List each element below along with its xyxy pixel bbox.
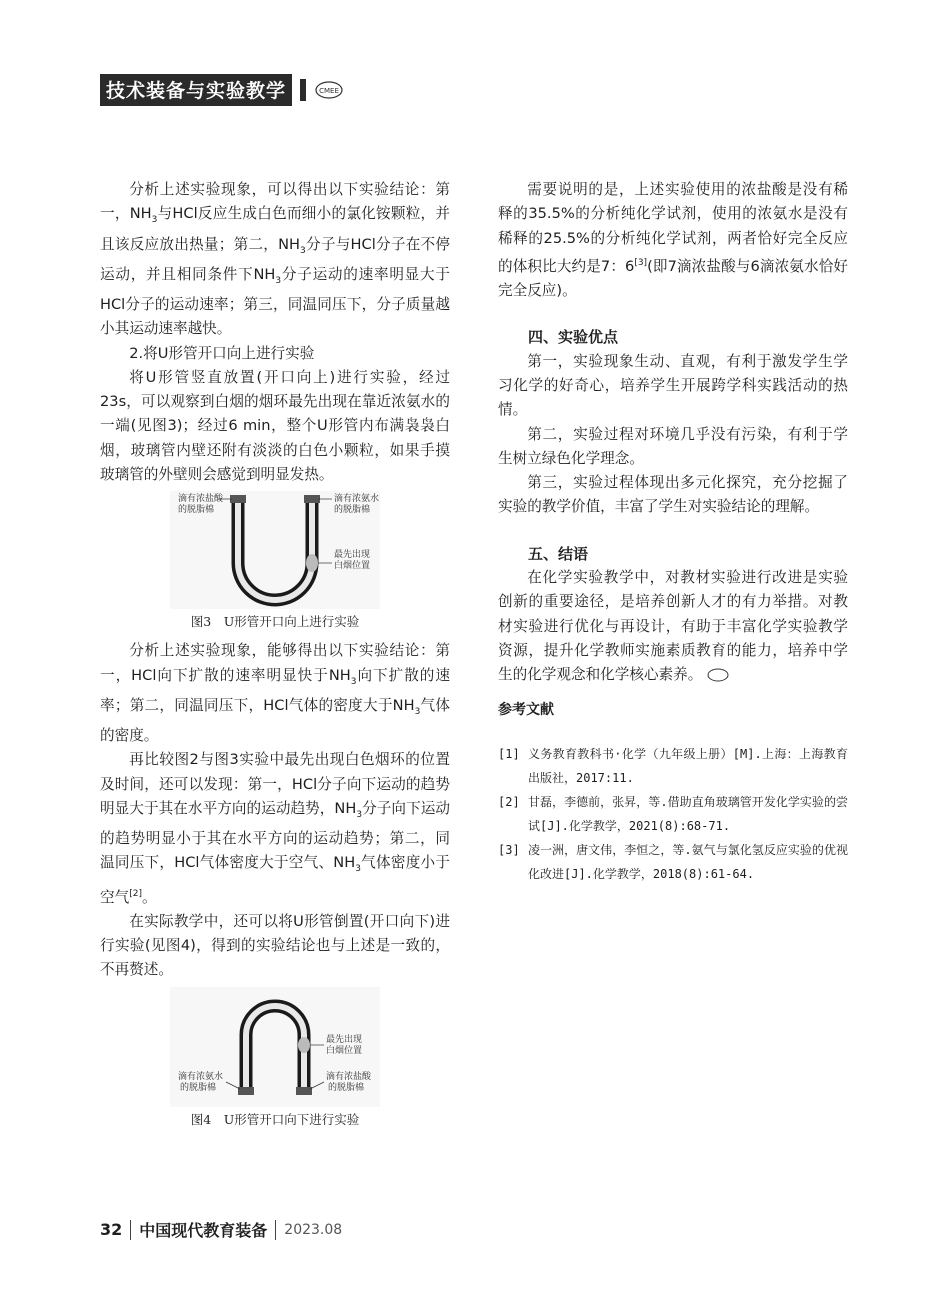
footer-divider-2 bbox=[275, 1220, 276, 1240]
heading-advantages: 四、实验优点 bbox=[528, 328, 619, 347]
references-list bbox=[498, 742, 848, 886]
label-smoke-position-inverted: 最先出现白烟位置 bbox=[326, 1034, 363, 1056]
paragraph-experiment-2: 将U形管竖直放置(开口向上)进行实验，经过23s，可以观察到白烟的烟环最先出现在靠近浓氨水的一端(见图3)；经过6 min，整个U形管内布满袅袅白烟，玻璃管内壁还附有淡淡的白色小颗粒，如果手摸玻璃管的外壁则会感觉到明显发热。 bbox=[100, 368, 450, 483]
reference-item: [3] 凌一洲，唐文伟，李恒之，等.氨气与氯化氢反应实验的优视化改进[J].化学教学，2018(8):61-64. bbox=[498, 842, 848, 881]
reference-item: [2] 甘磊，李德前，张昇，等.借助直角玻璃管开发化学实验的尝试[J].化学教学，2021(8):68-71. bbox=[498, 794, 848, 833]
journal-name: 中国现代教育装备 bbox=[139, 1221, 268, 1240]
subheading-2: 2.将U形管开口向上进行实验 bbox=[129, 344, 315, 362]
paragraph-advantage-3: 第三，实验过程体现出多元化探究，充分挖掘了实验的教学价值，丰富了学生对实验结论的理解。 bbox=[498, 474, 848, 516]
figure-3-caption: 图3 U形管开口向上进行实验 bbox=[190, 614, 360, 630]
paragraph-conclusion: 在化学实验教学中，对教材实验进行改进是实验创新的重要途径，是培养创新人才的有力举措。对教材实验进行优化与再设计，有助于丰富化学实验教学资源，提升化学教师实施素质教育的能力，培养中学生的化学观念和化学核心素养。 bbox=[498, 569, 848, 684]
label-hcl-cotton: 滴有浓盐酸的脱脂棉 bbox=[178, 494, 224, 516]
label-hcl-cotton-inverted: 滴有浓盐酸的脱脂棉 bbox=[326, 1071, 372, 1093]
figure-4-caption: 图4 U形管开口向下进行实验 bbox=[190, 1111, 360, 1127]
u-tube-inverted-diagram bbox=[100, 987, 450, 1107]
paragraph-advantage-2: 第二，实验过程对环境几乎没有污染，有利于学生树立绿色化学理念。 bbox=[498, 425, 848, 467]
heading-conclusion: 五、结语 bbox=[528, 544, 589, 563]
right-column bbox=[498, 178, 848, 886]
u-tube-upright-diagram bbox=[100, 491, 450, 609]
paragraph-conclusion-3: 分析上述实验现象，能够得出以下实验结论：第一，HCl向下扩散的速率明显快于$NH_3$向下扩散的速率；第二，同温同压下，HCl气体的密度大于$NH_3$气体的密度。 bbox=[100, 642, 450, 744]
cmee-end-logo-icon bbox=[707, 668, 729, 682]
cmee-logo-icon bbox=[314, 80, 344, 100]
references-title: 参考文献 bbox=[498, 701, 554, 718]
paragraph-note: 需要说明的是，上述实验使用的浓盐酸是没有稀释的35.5%的分析纯化学试剂，使用的浓氨水是没有稀释的25.5%的分析纯化学试剂，两者恰好完全反应的体积比大约是7：6[3](即7滴浓盐酸与6滴浓氨水恰好完全反应)。 bbox=[498, 181, 848, 300]
label-ammonia-cotton: 滴有浓氨水的脱脂棉 bbox=[334, 494, 380, 516]
paragraph-advantage-1: 第一，实验现象生动、直观，有利于激发学生学习化学的好奇心，培养学生开展跨学科实践活动的热情。 bbox=[498, 352, 848, 419]
footer-divider bbox=[130, 1220, 131, 1240]
left-column bbox=[100, 178, 450, 1137]
reference-item: [1] 义务教育教科书·化学（九年级上册）[M].上海：上海教育出版社，2017:11. bbox=[498, 746, 848, 785]
label-smoke-position: 最先出现白烟位置 bbox=[334, 550, 371, 572]
svg-text:CMEE: CMEE bbox=[319, 87, 339, 95]
label-ammonia-cotton-inverted: 滴有浓氨水的脱脂棉 bbox=[178, 1071, 224, 1093]
paragraph-comparison: 再比较图2与图3实验中最先出现白色烟环的位置及时间，还可以发现：第一，HCl分子向下运动的趋势明显大于其在水平方向的运动趋势，$NH_3$分子向下运动的趋势明显小于其在水平方向的运动趋势；第二，同温同压下，HCl气体密度大于空气、$NH_3$气体密度小于空气[2]。 bbox=[100, 751, 450, 906]
paragraph-inverted: 在实际教学中，还可以将U形管倒置(开口向下)进行实验(见图4)，得到的实验结论也与上述是一致的，不再赘述。 bbox=[100, 912, 450, 979]
header-divider bbox=[300, 79, 306, 101]
running-header bbox=[100, 75, 344, 105]
page-number: 32 bbox=[100, 1220, 123, 1239]
figure-4 bbox=[100, 987, 450, 1131]
figure-3 bbox=[100, 491, 450, 633]
section-title: 技术装备与实验教学 bbox=[100, 74, 292, 106]
paragraph-conclusion-1: 分析上述实验现象，可以得出以下实验结论：第一，$NH_3$与HCl反应生成白色而细小的氯化铵颗粒，并且该反应放出热量；第二，$NH_3$分子与HCl分子在不停运动，并且相同条件下$NH_3$分子运动的速率明显大于HCl分子的运动速率；第三，同温同压下，分子质量越小其运动速率越快。 bbox=[100, 181, 450, 338]
page-footer bbox=[100, 1218, 342, 1241]
issue-date: 2023.08 bbox=[284, 1221, 343, 1238]
